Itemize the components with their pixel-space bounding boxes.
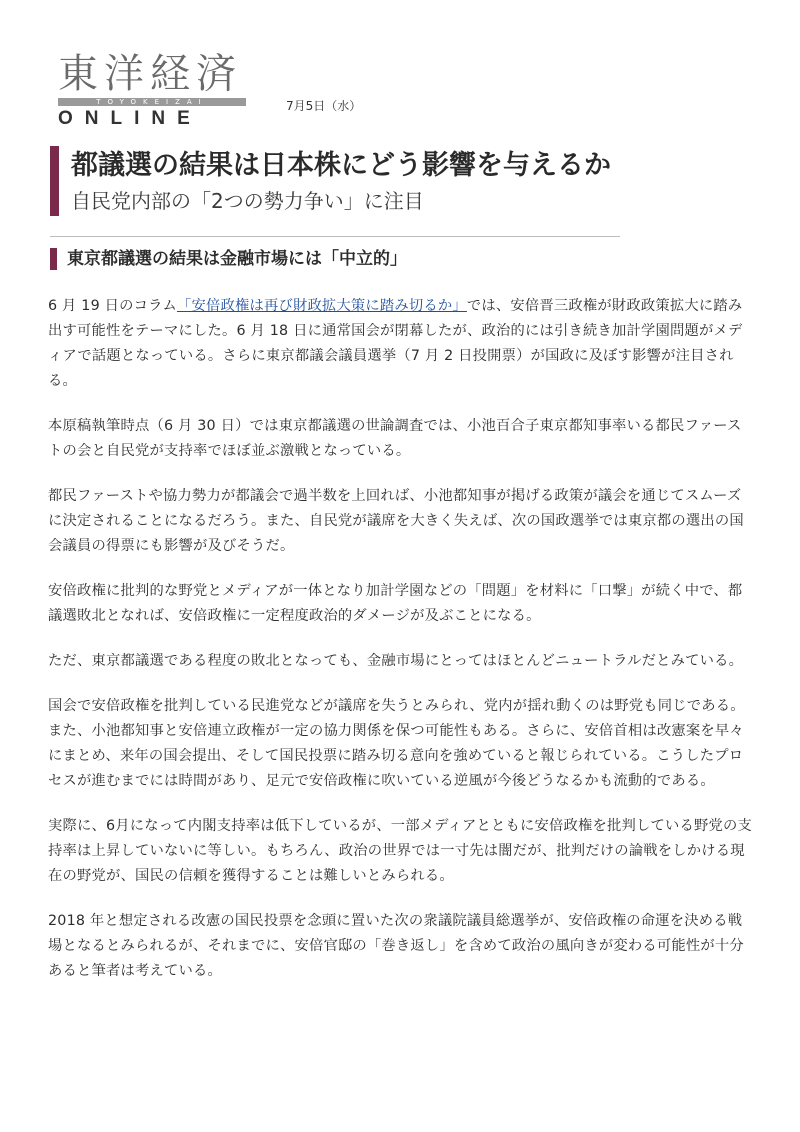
paragraph-2: 本原稿執筆時点（6 月 30 日）では東京都議選の世論調査では、小池百合子東京都知事率いる都民ファーストの会と自民党が支持率でほぼ並ぶ激戦となっている。 xyxy=(48,418,742,459)
paragraph-4: 安倍政権に批判的な野党とメディアが一体となり加計学園などの「問題」を材料に「口撃」が続く中で、都議選敗北となれば、安倍政権に一定程度政治的ダメージが及ぶことになる。 xyxy=(48,583,743,624)
logo-japanese-text: 東洋経済 xyxy=(58,51,242,97)
related-column-link[interactable]: 「安倍政権は再び財政拡大策に踏み切るか」 xyxy=(176,298,467,314)
paragraph-1-text: では、安倍晋三政権が財政政策拡大に踏み出す可能性をテーマにした。6 月 18 日に通常国会が閉幕したが、政治的には引き続き加計学園問題がメディアで話題となっている。さらに東京都議会議員選挙（7 月 2 日投開票）が国政に及ぼす影響が注目される。 xyxy=(48,298,743,389)
paragraph-5: ただ、東京都議選である程度の敗北となっても、金融市場にとってはほとんどニュートラルだとみている。 xyxy=(48,653,744,669)
logo-band: TOYOKEIZAI xyxy=(58,98,246,106)
paragraph-6: 国会で安倍政権を批判している民進党などが議席を失うとみられ、党内が揺れ動くのは野党も同じである。また、小池都知事と安倍連立政権が一定の協力関係を保つ可能性もある。さらに、安倍首相は改憲案を早々にまとめ、来年の国会提出、そして国民投票に踏み切る意向を強めていると報じられている。こうしたプロセスが進むまでには時間があり、足元で安倍政権に吹いている逆風が今後どうなるかも流動的である。 xyxy=(48,698,745,789)
logo-online-text: ONLINE xyxy=(58,108,202,129)
paragraph-1 xyxy=(48,294,752,394)
paragraph-1-intro: 6 月 19 日のコラム xyxy=(48,298,177,314)
section-heading: 東京都議選の結果は金融市場には「中立的」 xyxy=(50,248,407,270)
paragraph-7: 実際に、6月になって内閣支持率は低下しているが、一部メディアとともに安倍政権を批判している野党の支持率は上昇していないに等しい。もちろん、政治の世界では一寸先は闇だが、批判だけの論戦をしかける現在の野党が、国民の信頼を獲得することは難しいとみられる。 xyxy=(48,818,752,884)
publish-date: 7月5日（水） xyxy=(286,99,362,113)
paragraph-3: 都民ファーストや協力勢力が都議会で過半数を上回れば、小池都知事が掲げる政策が議会を通じてスムーズに決定されることになるだろう。また、自民党が議席を大きく失えば、次の国政選挙では東京都の選出の国会議員の得票にも影響が及びそうだ。 xyxy=(48,488,744,554)
paragraph-8: 2018 年と想定される改憲の国民投票を念頭に置いた次の衆議院議員総選挙が、安倍政権の命運を決める戦場となるとみられるが、それまでに、安倍官邸の「巻き返し」を含めて政治の風向きが変わる可能性が十分あると筆者は考えている。 xyxy=(48,913,744,979)
section-divider xyxy=(50,236,620,237)
article-title: 都議選の結果は日本株にどう影響を与えるか xyxy=(71,150,611,181)
publication-logo xyxy=(58,52,258,130)
article-headline xyxy=(50,146,611,216)
article-subtitle: 自民党内部の「2つの勢力争い」に注目 xyxy=(71,189,424,213)
article-body xyxy=(48,294,752,1004)
